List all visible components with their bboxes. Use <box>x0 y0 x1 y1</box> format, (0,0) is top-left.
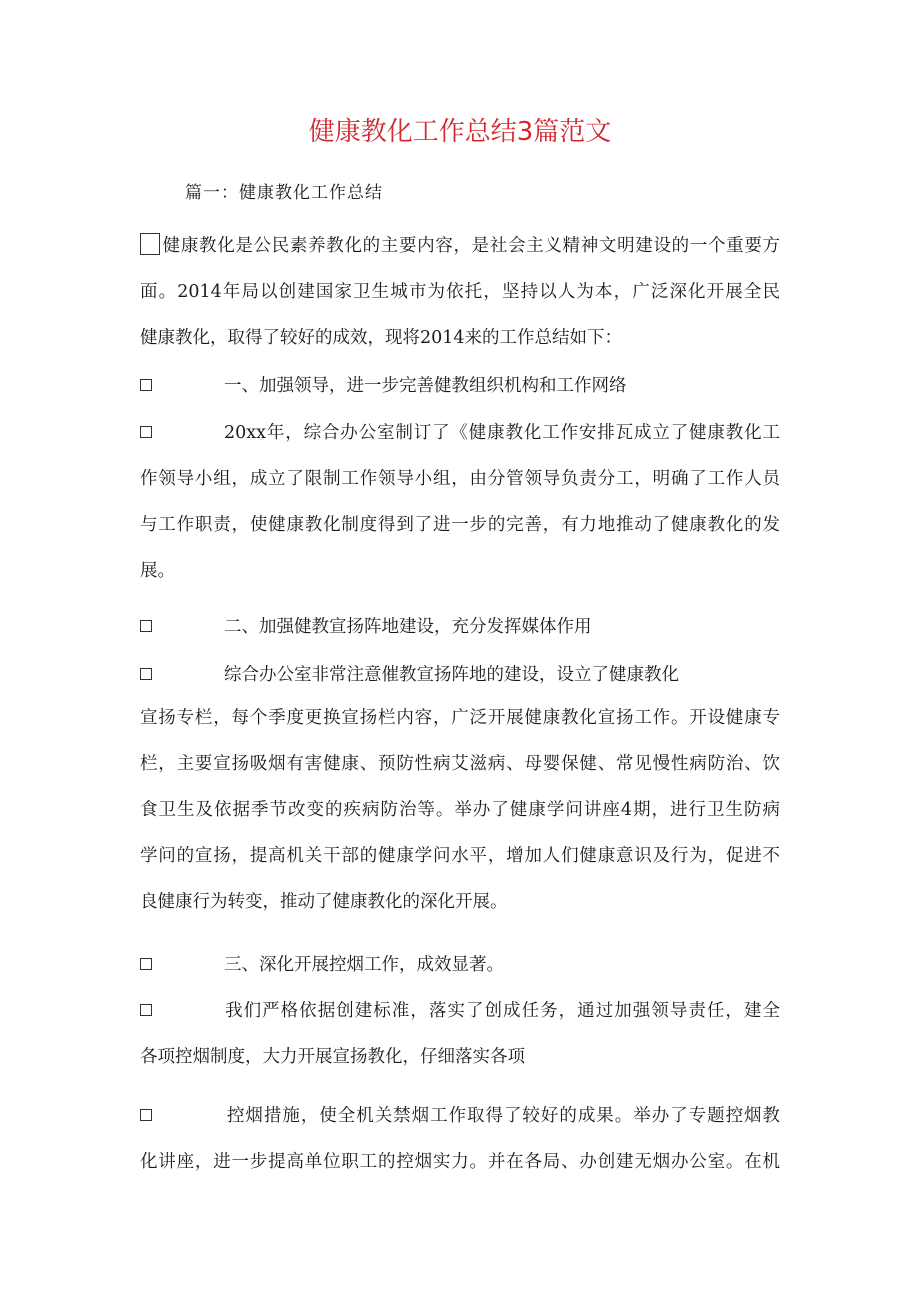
paragraph-line: 面。2014年局以创建国家卫生城市为依托，坚持以人为本，广泛深化开展全民 <box>140 282 780 302</box>
section-1-body <box>140 410 780 594</box>
placeholder-box-icon <box>140 958 152 970</box>
section-1-heading-row <box>140 371 780 401</box>
page-title: 健康教化工作总结3篇范文 <box>308 117 612 147</box>
placeholder-box-icon <box>140 668 152 680</box>
section-2-heading-row <box>140 612 780 642</box>
section-2-heading: 二、加强健教宣扬阵地建设，充分发挥媒体作用 <box>224 617 592 637</box>
subtitle: 篇一：健康教化工作总结 <box>185 183 383 203</box>
paragraph-line: 20xx年，综合办公室制订了《健康教化工作安排瓦成立了健康教化工 <box>140 410 780 456</box>
paragraph-line: 宣扬专栏，每个季度更换宣扬栏内容，广泛开展健康教化宣扬工作。开设健康专 <box>140 708 780 728</box>
placeholder-box-icon <box>140 379 152 391</box>
paragraph-line: 良健康行为转变，推动了健康教化的深化开展。 <box>140 892 508 912</box>
section-2-first-line-row <box>140 660 780 690</box>
paragraph-line: 我们严格依据创建标准，落实了创成任务，通过加强领导责任，建全 <box>140 988 780 1034</box>
placeholder-box-icon <box>140 233 160 255</box>
section-2-body <box>140 695 780 925</box>
section-3-continuation <box>140 1093 780 1185</box>
placeholder-box-icon <box>140 1109 152 1121</box>
section-3-heading-row <box>140 950 780 980</box>
paragraph-line: 化讲座，进一步提高单位职工的控烟实力。并在各局、办创建无烟办公室。在机 <box>140 1152 780 1172</box>
placeholder-box-icon <box>140 426 152 438</box>
section-3-heading: 三、深化开展控烟工作，成效显著。 <box>224 955 504 975</box>
paragraph-line: 食卫生及依据季节改变的疾病防治等。举办了健康学问讲座4期，进行卫生防病 <box>140 800 780 820</box>
placeholder-box-icon <box>140 1004 152 1016</box>
paragraph-line: 综合办公室非常注意催教宣扬阵地的建设，设立了健康教化 <box>224 665 679 685</box>
paragraph-line: 各项控烟制度，大力开展宣扬教化，仔细落实各项 <box>140 1047 525 1067</box>
paragraph-line: 健康教化是公民素养教化的主要内容，是社会主义精神文明建设的一个重要方 <box>140 223 780 269</box>
placeholder-box-icon <box>140 620 152 632</box>
section-1-heading: 一、加强领导，进一步完善健教组织机构和工作网络 <box>224 376 627 396</box>
paragraph-line: 栏，主要宣扬吸烟有害健康、预防性病艾滋病、母婴保健、常见慢性病防治、饮 <box>140 754 780 774</box>
paragraph-line: 控烟措施，使全机关禁烟工作取得了较好的成果。举办了专题控烟教 <box>140 1093 780 1139</box>
section-3-body <box>140 988 780 1080</box>
paragraph-line: 展。 <box>140 561 175 581</box>
paragraph-line: 与工作职责，使健康教化制度得到了进一步的完善，有力地推动了健康教化的发 <box>140 515 780 535</box>
paragraph-line: 作领导小组，成立了限制工作领导小组，由分管领导负责分工，明确了工作人员 <box>140 469 780 489</box>
intro-paragraph <box>140 223 780 361</box>
paragraph-line: 学问的宣扬，提高机关干部的健康学问水平，增加人们健康意识及行为，促进不 <box>140 846 780 866</box>
paragraph-line: 健康教化，取得了较好的成效，现将2014来的工作总结如下： <box>140 328 623 348</box>
